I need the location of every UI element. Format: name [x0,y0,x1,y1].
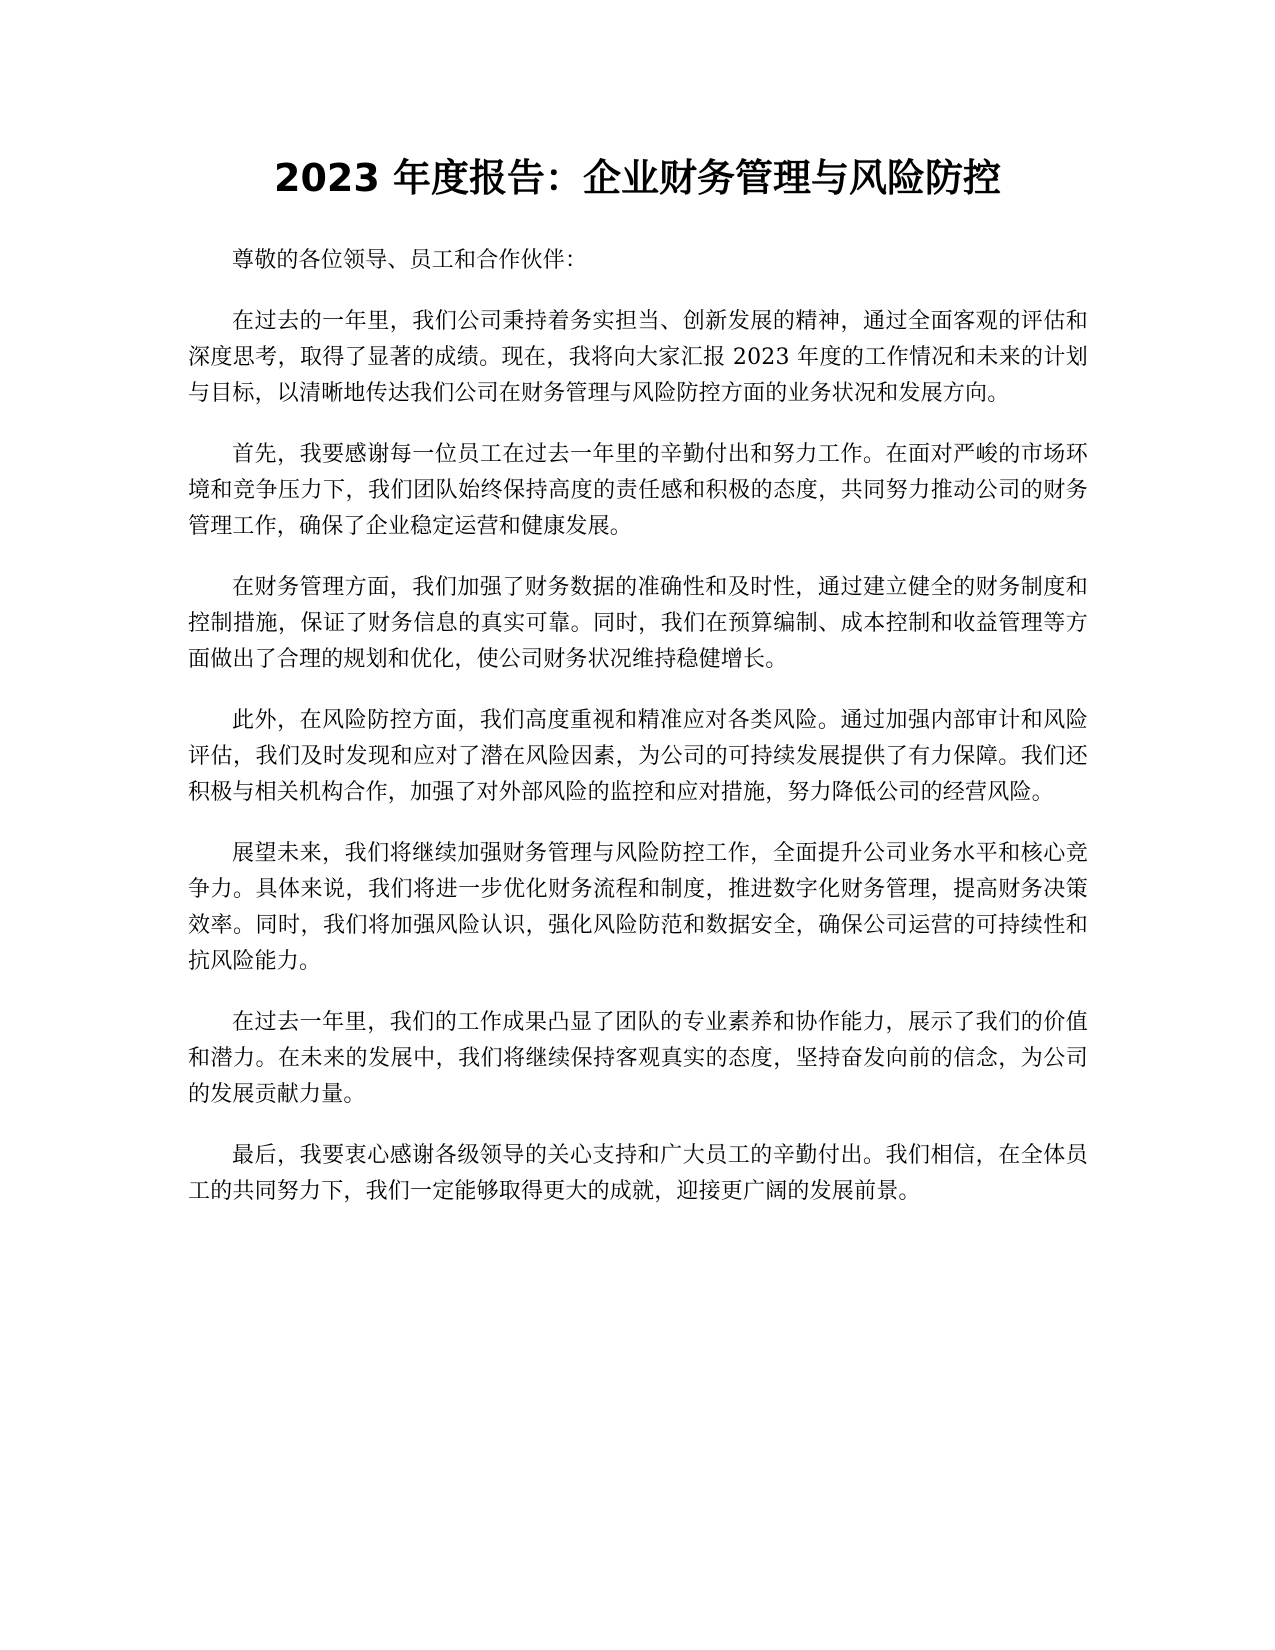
document-body [188,243,1088,1235]
body-paragraph: 在过去一年里，我们的工作成果凸显了团队的专业素养和协作能力，展示了我们的价值和潜力。在未来的发展中，我们将继续保持客观真实的态度，坚持奋发向前的信念，为公司的发展贡献力量。 [188,1010,1088,1107]
document-title: 2023 年度报告：企业财务管理与风险防控 [274,156,1001,200]
body-paragraph: 首先，我要感谢每一位员工在过去一年里的辛勤付出和努力工作。在面对严峻的市场环境和竞争压力下，我们团队始终保持高度的责任感和积极的态度，共同努力推动公司的财务管理工作，确保了企业稳定运营和健康发展。 [188,442,1088,539]
body-paragraph: 此外，在风险防控方面，我们高度重视和精准应对各类风险。通过加强内部审计和风险评估，我们及时发现和应对了潜在风险因素，为公司的可持续发展提供了有力保障。我们还积极与相关机构合作，加强了对外部风险的监控和应对措施，努力降低公司的经营风险。 [188,708,1088,805]
body-paragraph: 在财务管理方面，我们加强了财务数据的准确性和及时性，通过建立健全的财务制度和控制措施，保证了财务信息的真实可靠。同时，我们在预算编制、成本控制和收益管理等方面做出了合理的规划和优化，使公司财务状况维持稳健增长。 [188,575,1088,672]
salutation-paragraph: 尊敬的各位领导、员工和合作伙伴： [232,248,588,273]
body-paragraph: 展望未来，我们将继续加强财务管理与风险防控工作，全面提升公司业务水平和核心竞争力。具体来说，我们将进一步优化财务流程和制度，推进数字化财务管理，提高财务决策效率。同时，我们将加强风险认识，强化风险防范和数据安全，确保公司运营的可持续性和抗风险能力。 [188,841,1088,974]
closing-paragraph: 最后，我要衷心感谢各级领导的关心支持和广大员工的辛勤付出。我们相信，在全体员工的共同努力下，我们一定能够取得更大的成就，迎接更广阔的发展前景。 [188,1143,1088,1204]
body-paragraph: 在过去的一年里，我们公司秉持着务实担当、创新发展的精神，通过全面客观的评估和深度思考，取得了显著的成绩。现在，我将向大家汇报 2023 年度的工作情况和未来的计划与目标，以清晰地传达我们公司在财务管理与风险防控方面的业务状况和发展方向。 [188,309,1088,406]
